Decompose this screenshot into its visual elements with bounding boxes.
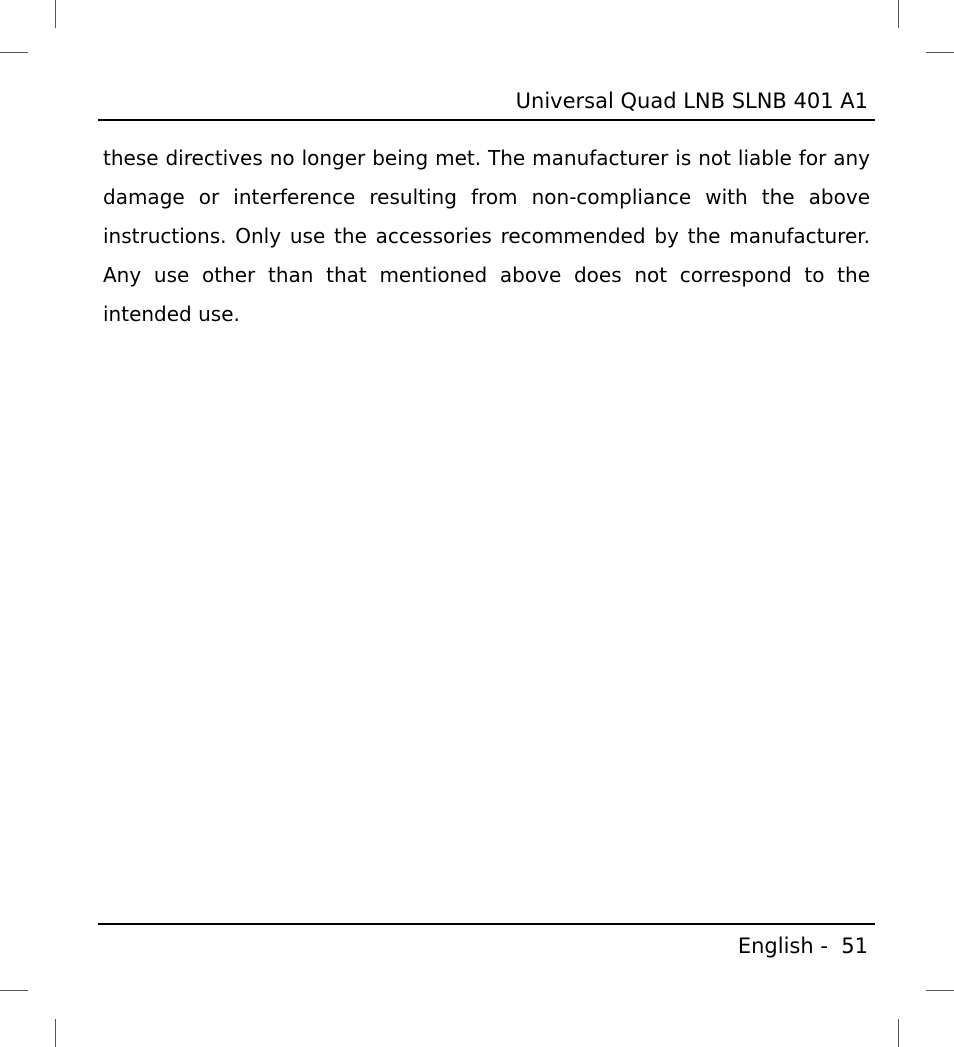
page-number: 51 [841,934,868,958]
footer-language: English [737,934,814,958]
header-rule [98,119,875,121]
crop-mark-bottom-left-vertical [55,1019,56,1047]
footer-rule [98,923,875,925]
page-header-title: Universal Quad LNB SLNB 401 A1 [515,89,868,113]
crop-mark-top-left-vertical [55,0,56,28]
crop-mark-top-left-horizontal [0,52,28,53]
crop-mark-bottom-left-horizontal [0,990,28,991]
footer-separator: - [813,934,842,958]
crop-mark-top-right-vertical [898,0,899,28]
crop-mark-top-right-horizontal [926,52,954,53]
crop-mark-bottom-right-vertical [898,1019,899,1047]
page-footer [738,931,868,961]
crop-mark-bottom-right-horizontal [926,990,954,991]
body-paragraph: these directives no longer being met. The manufacturer is not liable for any damage or interference resulting from non-compliance with the above instructions. Only use the accessories recommended by the manufacturer. Any use other than that mentioned above does not correspond to the intended use. [103,146,870,326]
